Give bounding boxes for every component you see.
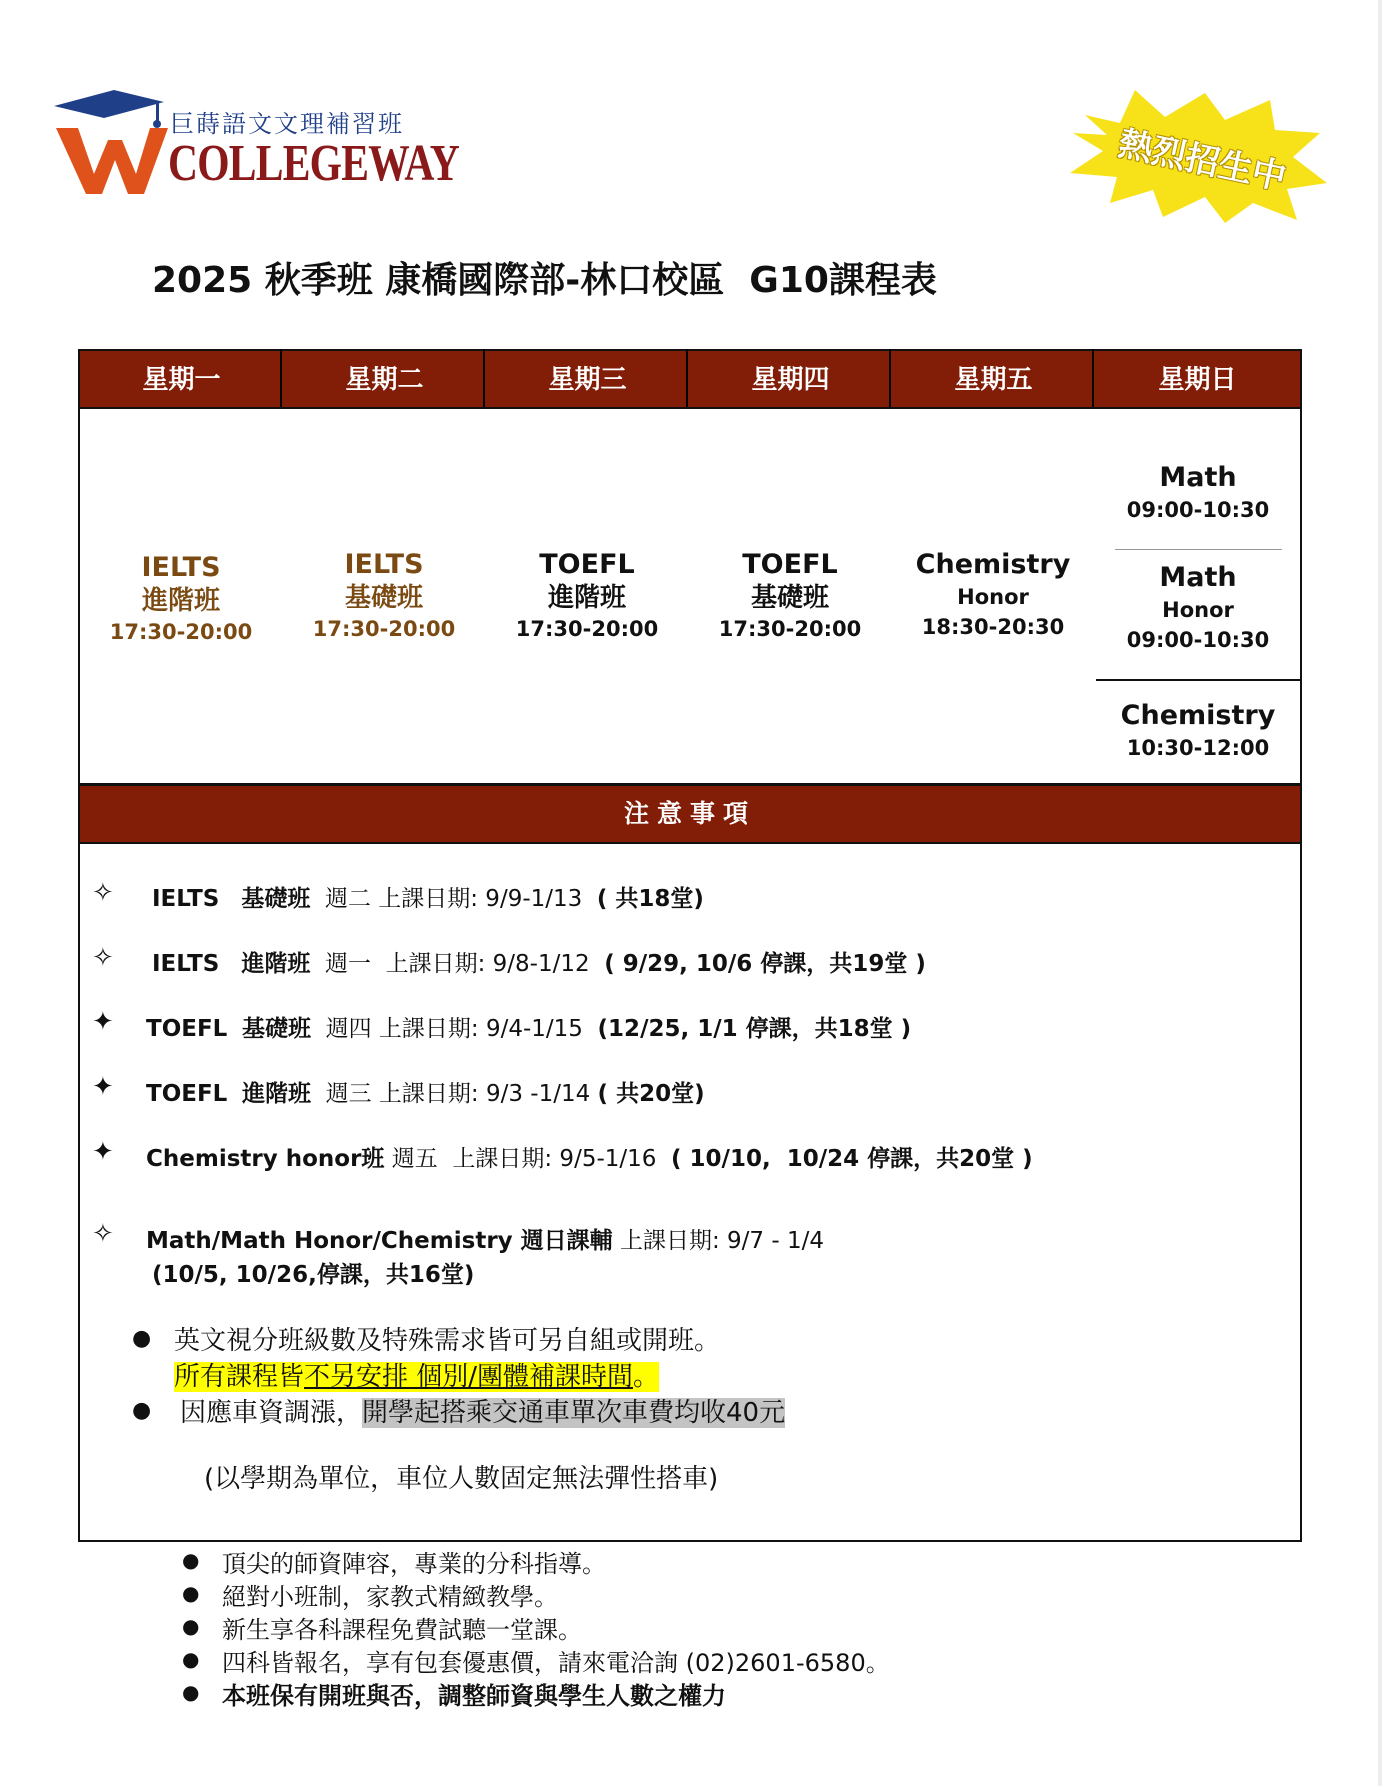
- note-extra: ( 共20堂): [597, 1081, 705, 1107]
- course-time: 17:30-20:00: [109, 620, 253, 644]
- note-extra: (12/25, 1/1 停課，共18堂 ): [597, 1016, 912, 1042]
- note-day: 週二: [324, 886, 371, 912]
- notice-bus-fare: [180, 1392, 785, 1429]
- notice-bus-detail: (以學期為單位，車位人數固定無法彈性搭車): [204, 1464, 719, 1494]
- star-bullet-icon: ✦: [92, 1137, 114, 1167]
- note-dates: 上課日期: 9/8-1/12: [385, 951, 590, 977]
- sunday-row-divider: [1096, 679, 1300, 681]
- note-level: 進階班: [241, 951, 311, 977]
- footer-item: 四科皆報名，享有包套優惠價，請來電洽詢 (02)2601-6580。: [222, 1649, 890, 1677]
- note-extra: ( 共18堂): [596, 886, 704, 912]
- sunday-class-math: [1096, 461, 1300, 525]
- star-bullet-icon: ✧: [92, 878, 114, 908]
- schedule-body-row: [78, 407, 1302, 785]
- sunday-class-chemistry: [1096, 699, 1300, 763]
- note-course: Math/Math Honor/Chemistry 週日課輔: [146, 1228, 613, 1254]
- note-ielts-basic: [152, 880, 704, 913]
- course-level: Honor: [1162, 598, 1234, 622]
- course-time: 09:00-10:30: [1126, 628, 1270, 652]
- course-name: Chemistry: [1120, 700, 1276, 731]
- note-course: TOEFL: [146, 1081, 228, 1107]
- highlight-underlined-text: 不另安排 個別/團體補課時間: [304, 1362, 634, 1392]
- note-ielts-advanced: [152, 945, 926, 978]
- day-header-tue: 星期二: [345, 365, 424, 395]
- footer-item: 頂尖的師資陣容，專業的分科指導。: [222, 1550, 606, 1578]
- note-dates: 上課日期: 9/9-1/13: [378, 886, 583, 912]
- course-name: TOEFL: [742, 549, 838, 580]
- star-bullet-icon: ✧: [92, 1219, 114, 1249]
- badge-text: 熱烈招生中: [1114, 123, 1290, 199]
- note-toefl-advanced: [146, 1075, 705, 1108]
- day-header-fri: 星期五: [954, 365, 1033, 395]
- footer-item: 本班保有開班與否，調整師資與學生人數之權力: [222, 1682, 726, 1710]
- wednesday-class: [486, 548, 688, 644]
- note-course: IELTS: [152, 951, 220, 977]
- schedule-header-row: [78, 349, 1302, 409]
- note-toefl-basic: [146, 1010, 911, 1043]
- note-course: IELTS: [152, 886, 220, 912]
- notice-class-grouping: 英文視分班級數及特殊需求皆可另自組或開班。: [174, 1326, 721, 1356]
- highlight-text: 所有課程皆: [174, 1362, 305, 1392]
- footer-item: 新生享各科課程免費試聽一堂課。: [222, 1616, 582, 1644]
- bullet-icon: ●: [182, 1581, 200, 1605]
- tuesday-class: [283, 548, 485, 644]
- course-name: TOEFL: [539, 549, 635, 580]
- note-level: 基礎班: [241, 1016, 311, 1042]
- note-dates: 上課日期: 9/4-1/15: [378, 1016, 583, 1042]
- bullet-icon: ●: [182, 1548, 200, 1572]
- notes-panel: [78, 842, 1302, 1542]
- bullet-icon: ●: [132, 1326, 152, 1351]
- notes-header: 注意事項: [78, 784, 1302, 844]
- sunday-class-math-honor: [1096, 561, 1300, 655]
- course-name: Math: [1159, 562, 1237, 593]
- course-name: IELTS: [141, 552, 221, 583]
- monday-class: [80, 551, 282, 647]
- footer-item: 絕對小班制，家教式精緻教學。: [222, 1583, 558, 1611]
- bullet-icon: ●: [182, 1614, 200, 1638]
- bullet-icon: ●: [182, 1647, 200, 1671]
- course-level: 基礎班: [750, 583, 829, 613]
- course-name: Math: [1159, 462, 1237, 493]
- note-dates: 上課日期: 9/5-1/16: [452, 1146, 657, 1172]
- friday-class: [892, 548, 1094, 642]
- graduation-cap-w-icon: [52, 88, 172, 198]
- day-header-wed: 星期三: [548, 365, 627, 395]
- note-extra: ( 9/29, 10/6 停課，共19堂 ): [604, 951, 926, 977]
- thursday-class: [689, 548, 891, 644]
- note-level: 基礎班: [241, 886, 311, 912]
- note-day: 週三: [325, 1081, 372, 1107]
- course-name: Chemistry: [915, 549, 1071, 580]
- note-day: 週五: [391, 1146, 438, 1172]
- bullet-icon: ●: [132, 1398, 152, 1423]
- collegeway-logo: [52, 88, 459, 198]
- page-edge: [1378, 0, 1382, 1786]
- course-level: Honor: [957, 585, 1029, 609]
- note-sunday-extra: (10/5, 10/26,停課，共16堂): [152, 1262, 475, 1288]
- note-day: 週一: [324, 951, 371, 977]
- highlight-text: 。: [633, 1362, 660, 1392]
- schedule-table: [78, 349, 1302, 785]
- course-time: 09:00-10:30: [1126, 498, 1270, 522]
- star-bullet-icon: ✦: [92, 1007, 114, 1037]
- course-time: 17:30-20:00: [718, 617, 862, 641]
- star-bullet-icon: ✦: [92, 1072, 114, 1102]
- course-time: 17:30-20:00: [515, 617, 659, 641]
- note-course: Chemistry honor班: [146, 1146, 385, 1172]
- note-dates: 上課日期: 9/7 - 1/4: [619, 1228, 824, 1254]
- course-name: IELTS: [344, 549, 424, 580]
- course-time: 18:30-20:30: [921, 615, 1065, 639]
- note-chemistry-honor: [146, 1140, 1033, 1173]
- note-day: 週四: [325, 1016, 372, 1042]
- course-level: 基礎班: [344, 583, 423, 613]
- recruiting-badge: [1065, 85, 1330, 225]
- page-title: 2025 秋季班 康橋國際部-林口校區 G10課程表: [152, 260, 937, 301]
- course-time: 10:30-12:00: [1126, 736, 1270, 760]
- course-level: 進階班: [547, 583, 626, 613]
- brand-chinese-name: 巨蒔語文文理補習班: [170, 110, 404, 138]
- bullet-icon: ●: [182, 1680, 200, 1704]
- star-bullet-icon: ✧: [92, 943, 114, 973]
- notice-no-makeup: [174, 1356, 659, 1393]
- day-header-sun: 星期日: [1158, 365, 1237, 395]
- brand-english-name: COLLEGEWAY: [168, 135, 459, 192]
- day-header-mon: 星期一: [142, 365, 221, 395]
- notice-bus-lead: 因應車資調漲，: [180, 1398, 363, 1428]
- note-extra: ( 10/10, 10/24 停課，共20堂 ): [671, 1146, 1033, 1172]
- note-level: 進階班: [241, 1081, 311, 1107]
- sunday-thin-divider: [1115, 549, 1282, 550]
- note-dates: 上課日期: 9/3 -1/14: [378, 1081, 591, 1107]
- course-level: 進階班: [141, 586, 220, 616]
- highlight-gray-text: 開學起搭乘交通車單次車費均收40元: [362, 1398, 786, 1428]
- note-sunday-tutoring: [146, 1222, 824, 1255]
- note-course: TOEFL: [146, 1016, 228, 1042]
- course-time: 17:30-20:00: [312, 617, 456, 641]
- day-header-thu: 星期四: [751, 365, 830, 395]
